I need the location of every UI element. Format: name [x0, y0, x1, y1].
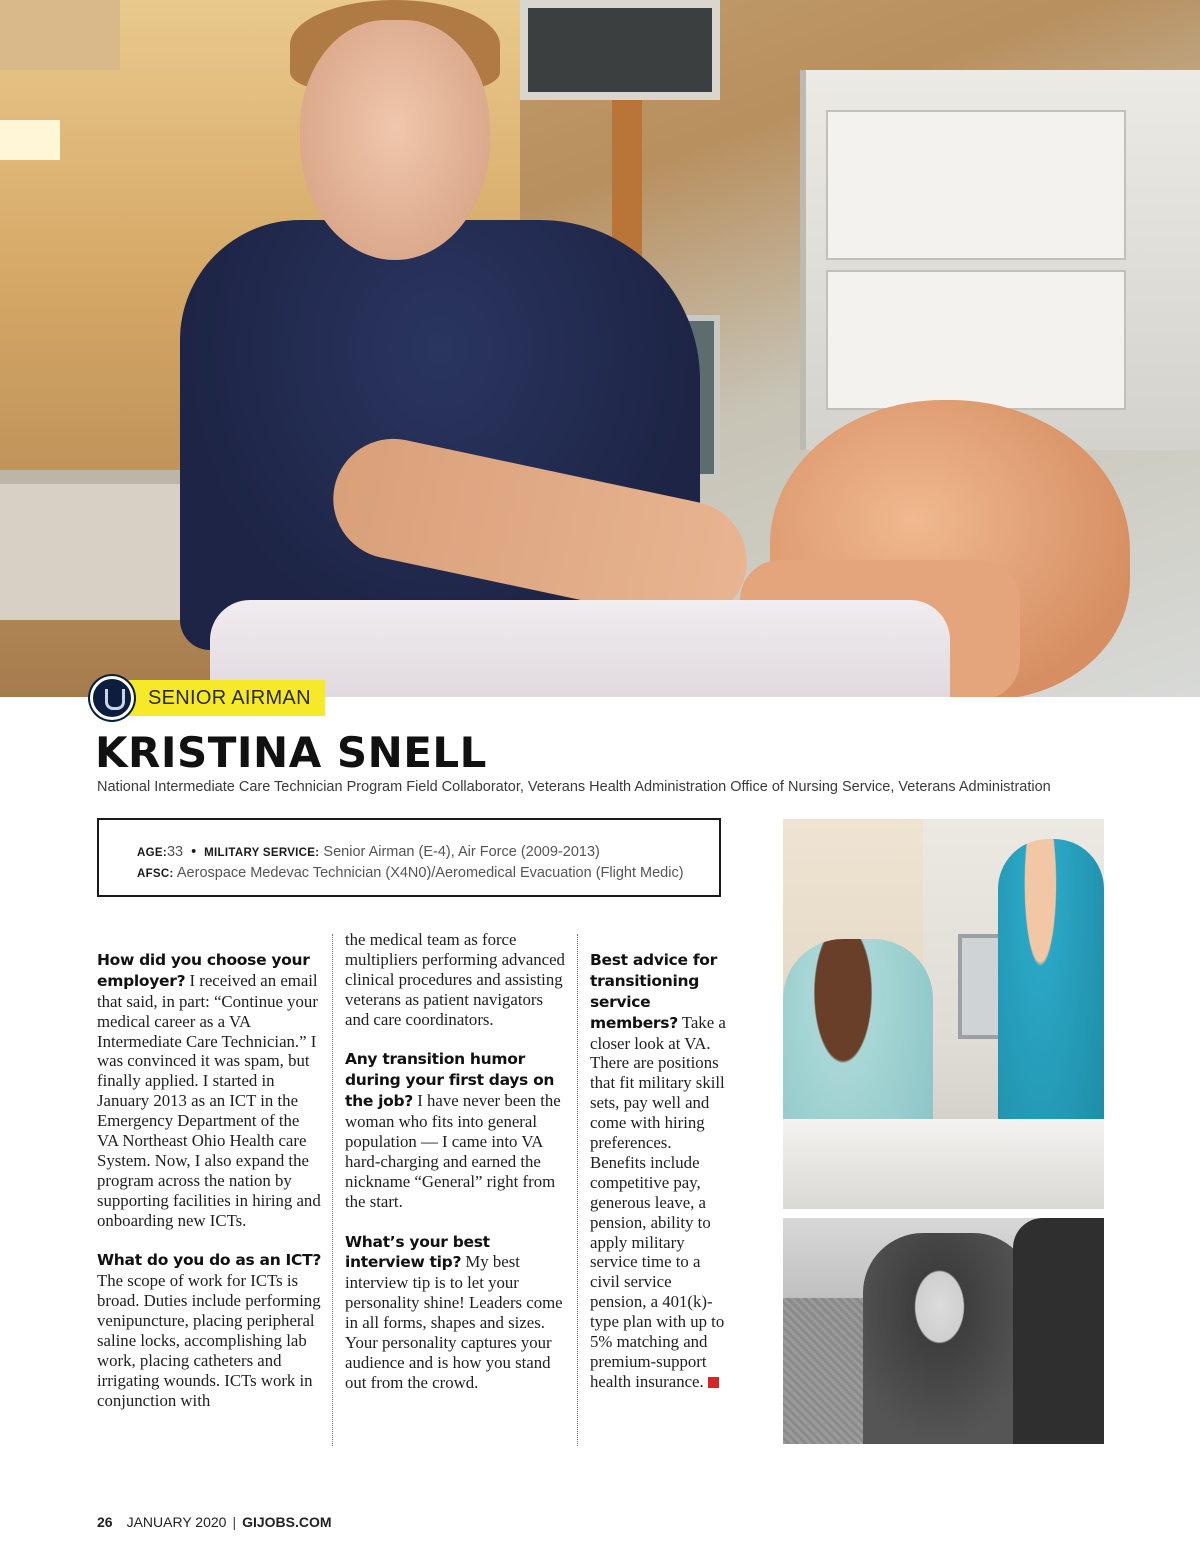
stats-box [97, 818, 721, 897]
page-footer [97, 1514, 332, 1530]
answer-best-advice: Take a closer look at VA. There are positions that fit military skill sets, pay well and come with hiring preferences. Benefits include competitive pay, generous leave, a pension, ability to apply military service time to a civil service pension, a 401(k)-type plan with up to 5% matching and premium-support health insurance. [590, 1012, 726, 1391]
hero-nurse-face [300, 20, 490, 260]
afsc-label: AFSC: [137, 868, 174, 880]
age-value: 33 [166, 844, 184, 860]
question-transition-humor: Any transition humor during your first days on the job? [345, 1050, 555, 1111]
service-label: MILITARY SERVICE: [204, 847, 320, 859]
age-label: AGE: [137, 847, 167, 859]
answer-ict-role-part1: The scope of work for ICTs is broad. Duties include performing venipuncture, placing peripheral saline locks, accomplishing lab work, placing catheters and irrigating wounds. ICTs work in conjunction with [97, 1271, 321, 1410]
answer-transition-humor: I have never been the woman who fits into general population — I came into VA hard-charging and earned the nickname “General” right from the start. [345, 1091, 561, 1211]
issue-date: JANUARY 2020 [126, 1514, 227, 1530]
hero-monitor [520, 0, 720, 100]
site-name: GIJOBS.COM [242, 1514, 332, 1530]
article-column-2 [345, 930, 570, 1413]
photo-airman-uniform [783, 1218, 1104, 1444]
answer-ict-role-part2: the medical team as force multipliers performing advanced clinical procedures and assisting veterans as patient navigators and care coordinators. [345, 930, 565, 1029]
article-column-1 [97, 930, 322, 1431]
rank-badge [90, 679, 325, 717]
rank-label: SENIOR AIRMAN [124, 680, 325, 716]
afsc-value: Aerospace Medevac Technician (X4N0)/Aeromedical Evacuation (Flight Medic) [176, 865, 684, 881]
service-value: Senior Airman (E-4), Air Force (2009-2013) [323, 844, 600, 860]
stats-separator: • [191, 844, 197, 860]
photo2-arm [1013, 1218, 1104, 1444]
stats-line-2 [137, 863, 719, 884]
question-interview-tip: What’s your best interview tip? [345, 1232, 490, 1272]
footer-separator: | [232, 1514, 237, 1530]
answer-interview-tip: My best interview tip is to let your personality shine! Leaders come in all forms, shapes and sizes. Your personality captures your audience and is how you stand out from the crowd. [345, 1252, 563, 1392]
photo1-sheet [783, 1119, 1104, 1209]
page-number: 26 [97, 1514, 113, 1530]
column-divider [332, 934, 333, 1446]
question-ict-role: What do you do as an ICT? [97, 1251, 322, 1270]
hero-photo [0, 0, 1200, 697]
end-of-article-icon [708, 1377, 719, 1388]
hero-ceiling-light [0, 120, 60, 160]
answer-employer: I received an email that said, in part: “Continue your medical career as a VA Intermediate Care Technician.” I was convinced it was spam, but finally applied. I started in January 2013 as an ICT in the Emergency Department of the VA Northeast Ohio Health care System. Now, I also expand the program across the nation by supporting facilities in hiring and onboarding new ICTs. [97, 970, 321, 1230]
hero-ceiling [0, 0, 120, 70]
profile-name: KRISTINA SNELL [95, 728, 487, 777]
air-force-emblem-icon [90, 676, 134, 720]
article-column-3 [590, 930, 730, 1412]
hero-headwall [800, 70, 1200, 450]
question-best-advice: Best advice for transitioning service members? [590, 950, 717, 1032]
column-divider [577, 934, 578, 1446]
photo-nurse-with-patient [783, 819, 1104, 1209]
question-employer: How did you choose your employer? [97, 950, 310, 990]
photo2-airman [863, 1233, 1033, 1444]
stats-line-1 [137, 842, 719, 863]
profile-position: National Intermediate Care Technician Program Field Collaborator, Veterans Health Administration Office of Nursing Service, Veterans Administration [97, 779, 1051, 795]
